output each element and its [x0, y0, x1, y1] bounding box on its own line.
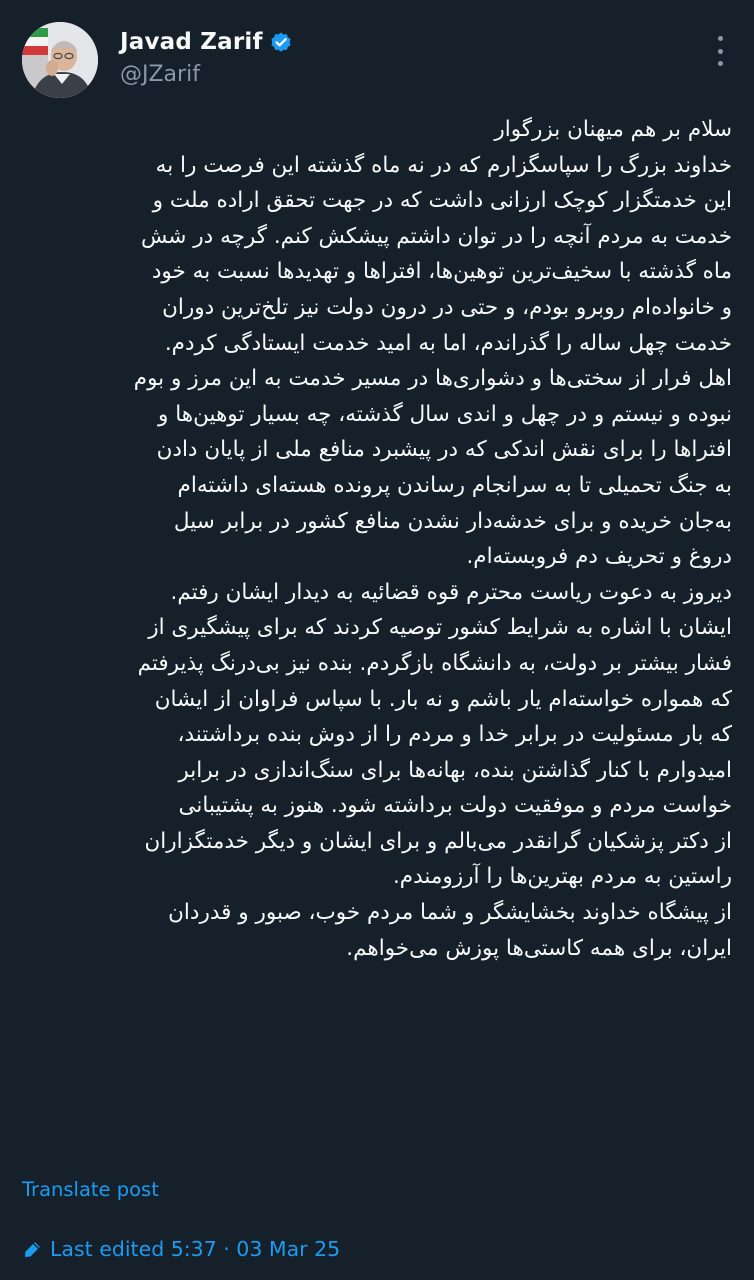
tweet-line: امیدوارم با کنار گذاشتن بنده، بهانه‌ها برای سنگ‌اندازی در برابر	[178, 757, 732, 783]
tweet-line: اهل فرار از سختی‌ها و دشواری‌ها در مسیر خدمت به این مرز و بوم	[133, 366, 732, 392]
dot	[718, 61, 723, 66]
translate-post-link[interactable]: Translate post	[22, 1178, 159, 1201]
more-dots-icon[interactable]	[716, 36, 724, 66]
tweet-line: دروغ و تحریف دم فروبسته‌ام.	[466, 544, 732, 570]
tweet-line: فشار بیشتر بر دولت، به دانشگاه بازگردم. بنده نیز بی‌درنگ پذیرفتم	[137, 650, 732, 676]
tweet-line: که همواره خواسته‌ام یار باشم و نه بار. با سپاس فراوان از ایشان	[154, 686, 732, 712]
verified-badge-icon	[269, 31, 293, 55]
tweet-line: دیروز به دعوت ریاست محترم قوه قضائیه به دیدار ایشان رفتم.	[170, 579, 732, 605]
tweet-header	[22, 22, 732, 98]
tweet-line: این خدمتگزار کوچک ارزانی داشت که در جهت تحقق اراده ملت و	[152, 188, 732, 214]
last-edited-link[interactable]	[22, 1237, 340, 1261]
tweet-line: ایران، برای همه کاستی‌ها پوزش می‌خواهم.	[346, 935, 732, 961]
tweet-line: افتراها را برای نقش اندکی که در پیشبرد منافع ملی از پایان دادن	[156, 437, 732, 463]
tweet-line: از پیشگاه خداوند بخشایشگر و شما مردم خوب، صبور و قدردان	[168, 900, 732, 926]
tweet-line: و خانواده‌ام روبرو بودم، و حتی در درون دولت نیز تلخ‌ترین دوران	[162, 294, 732, 320]
tweet-line: خدمت چهل ساله را گذراندم، اما به امید خدمت ایستادگی کردم.	[164, 330, 732, 356]
tweet-line: خواست مردم و موفقیت دولت برداشته شود. هنوز به پشتیبانی	[178, 793, 732, 819]
tweet-line: ماه گذشته با سخیف‌ترین توهین‌ها، افتراها و تهدیدها نسبت به خود	[151, 259, 732, 285]
tweet-line: به جنگ تحمیلی تا به سرانجام رساندن پرونده هسته‌ای داشته‌ام	[177, 472, 732, 498]
tweet-line: از دکتر پزشکیان گرانقدر می‌بالم و برای ایشان و دیگر خدمتگزاران	[144, 828, 732, 854]
dot	[718, 49, 723, 54]
dot	[718, 36, 723, 41]
last-edited-label: Last edited 5:37 · 03 Mar 25	[50, 1237, 341, 1261]
tweet-line: به‌جان خریده و برای خدشه‌دار نشدن منافع کشور در برابر سیل	[173, 508, 732, 534]
pencil-icon	[22, 1239, 43, 1260]
tweet-line: ایشان با اشاره به شرایط کشور توصیه کردند که برای پیشگیری از	[148, 615, 732, 641]
tweet-line: راستین به مردم بهترین‌ها را آرزومندم.	[392, 864, 732, 890]
avatar[interactable]	[22, 22, 98, 98]
tweet-line: سلام بر هم میهنان بزرگوار	[494, 117, 732, 142]
tweet-text	[22, 112, 732, 966]
author-display-name[interactable]: Javad Zarif	[120, 29, 263, 55]
author-identity	[120, 28, 293, 87]
tweet-line: نبوده و نیستم و در چهل و اندی سال گذشته، چه بسیار توهین‌ها و	[157, 401, 732, 427]
name-row	[120, 28, 293, 56]
tweet-line: خداوند بزرگ را سپاسگزارم که در نه ماه گذشته این فرصت را به	[155, 152, 732, 178]
tweet-line: که بار مسئولیت در برابر خدا و مردم را از دوش بنده برداشتند،	[177, 722, 732, 748]
profile-photo-icon	[22, 22, 98, 98]
author-handle[interactable]: @JZarif	[120, 62, 200, 87]
tweet-line: خدمت به مردم آنچه را در توان داشتم پیشکش کنم. گرچه در شش	[141, 223, 732, 249]
